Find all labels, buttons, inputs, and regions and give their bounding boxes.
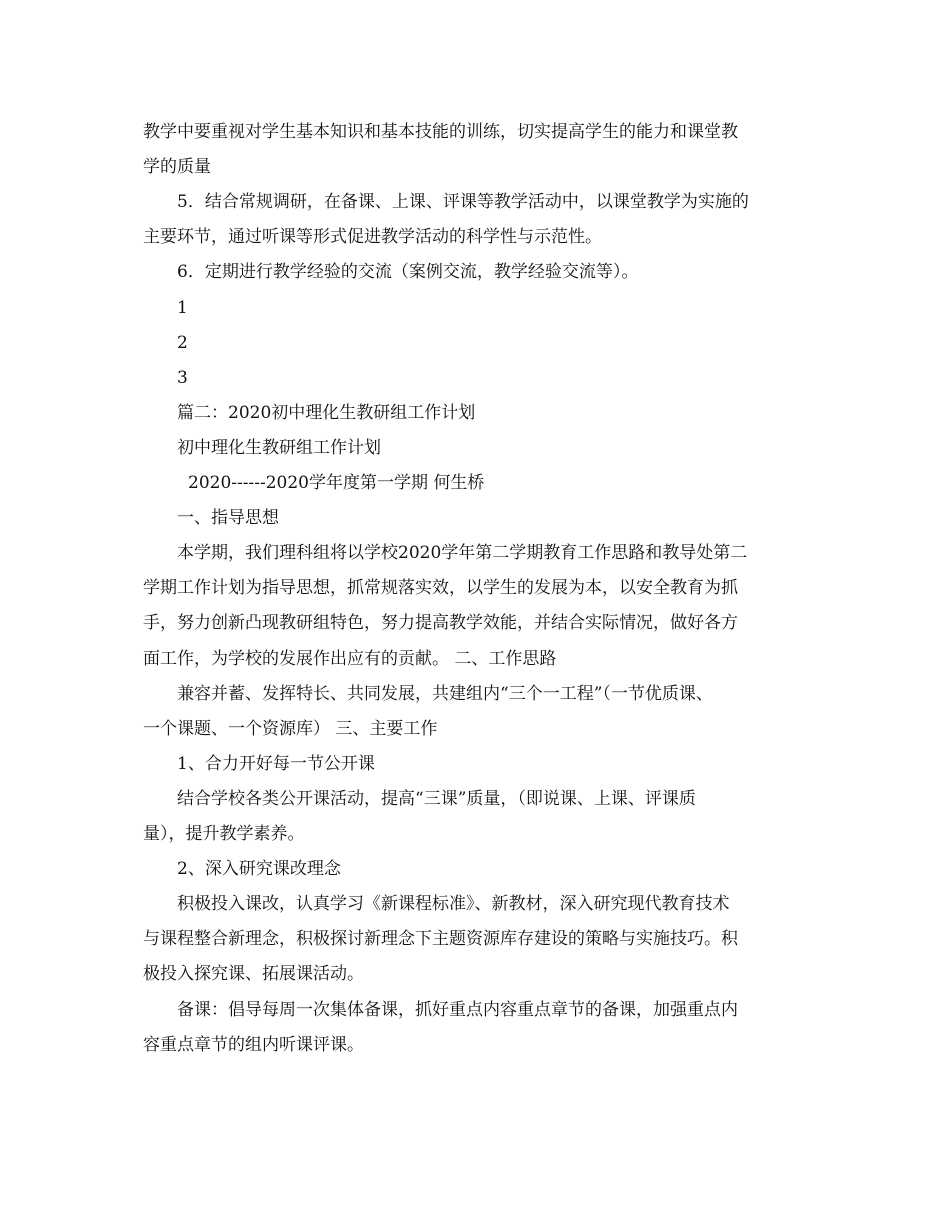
text-line: 容重点章节的组内听课评课。 [143, 1035, 364, 1055]
subsection-heading: 1、合力开好每一节公开课 [177, 754, 375, 774]
text-line: 兼容并蓄、发挥特长、共同发展，共建组内“三个一工程”（一节优质课、 [177, 684, 713, 704]
document-title: 初中理化生教研组工作计划 [177, 438, 381, 458]
text-line: 结合学校各类公开课活动，提高“三课”质量，（即说课、上课、评课质 [177, 789, 696, 809]
subsection-heading: 2、深入研究课改理念 [177, 859, 341, 879]
text-line: 手，努力创新凸现教研组特色，努力提高教学效能，并结合实际情况，做好各方 [143, 613, 738, 633]
text-line: 备课：倡导每周一次集体备课，抓好重点内容重点章节的备课，加强重点内 [177, 1000, 738, 1020]
text-line: 积极投入课改，认真学习《新课程标准》、新教材，深入研究现代教育技术 [177, 894, 730, 914]
text-line: 面工作，为学校的发展作出应有的贡献。 二、工作思路 [143, 649, 557, 669]
section-heading: 一、指导思想 [177, 508, 279, 528]
text-line: 主要环节，通过听课等形式促进教学活动的科学性与示范性。 [143, 227, 602, 247]
text-line: 6．定期进行教学经验的交流（案例交流，教学经验交流等）。 [177, 262, 639, 282]
text-line: 量），提升教学素养。 [143, 824, 305, 844]
term-and-author: 2020------2020学年度第一学期 何生桥 [188, 473, 485, 493]
text-line: 本学期，我们理科组将以学校2020学年第二学期教育工作思路和教导处第二 [177, 543, 748, 563]
text-line: 2 [177, 333, 188, 353]
text-line: 学期工作计划为指导思想，抓常规落实效，以学生的发展为本，以安全教育为抓 [143, 578, 738, 598]
text-line: 与课程整合新理念，积极探讨新理念下主题资源库存建设的策略与实施技巧。积 [143, 929, 738, 949]
text-line: 一个课题、一个资源库） 三、主要工作 [143, 719, 438, 739]
text-line: 学的质量 [143, 157, 211, 177]
text-line: 教学中要重视对学生基本知识和基本技能的训练，切实提高学生的能力和课堂教 [143, 122, 738, 142]
text-line: 极投入探究课、拓展课活动。 [143, 964, 364, 984]
text-line: 3 [177, 368, 188, 388]
text-line: 1 [177, 298, 188, 318]
text-line: 5．结合常规调研，在备课、上课、评课等教学活动中，以课堂教学为实施的 [177, 192, 749, 212]
section-heading: 篇二：2020初中理化生教研组工作计划 [177, 403, 476, 423]
